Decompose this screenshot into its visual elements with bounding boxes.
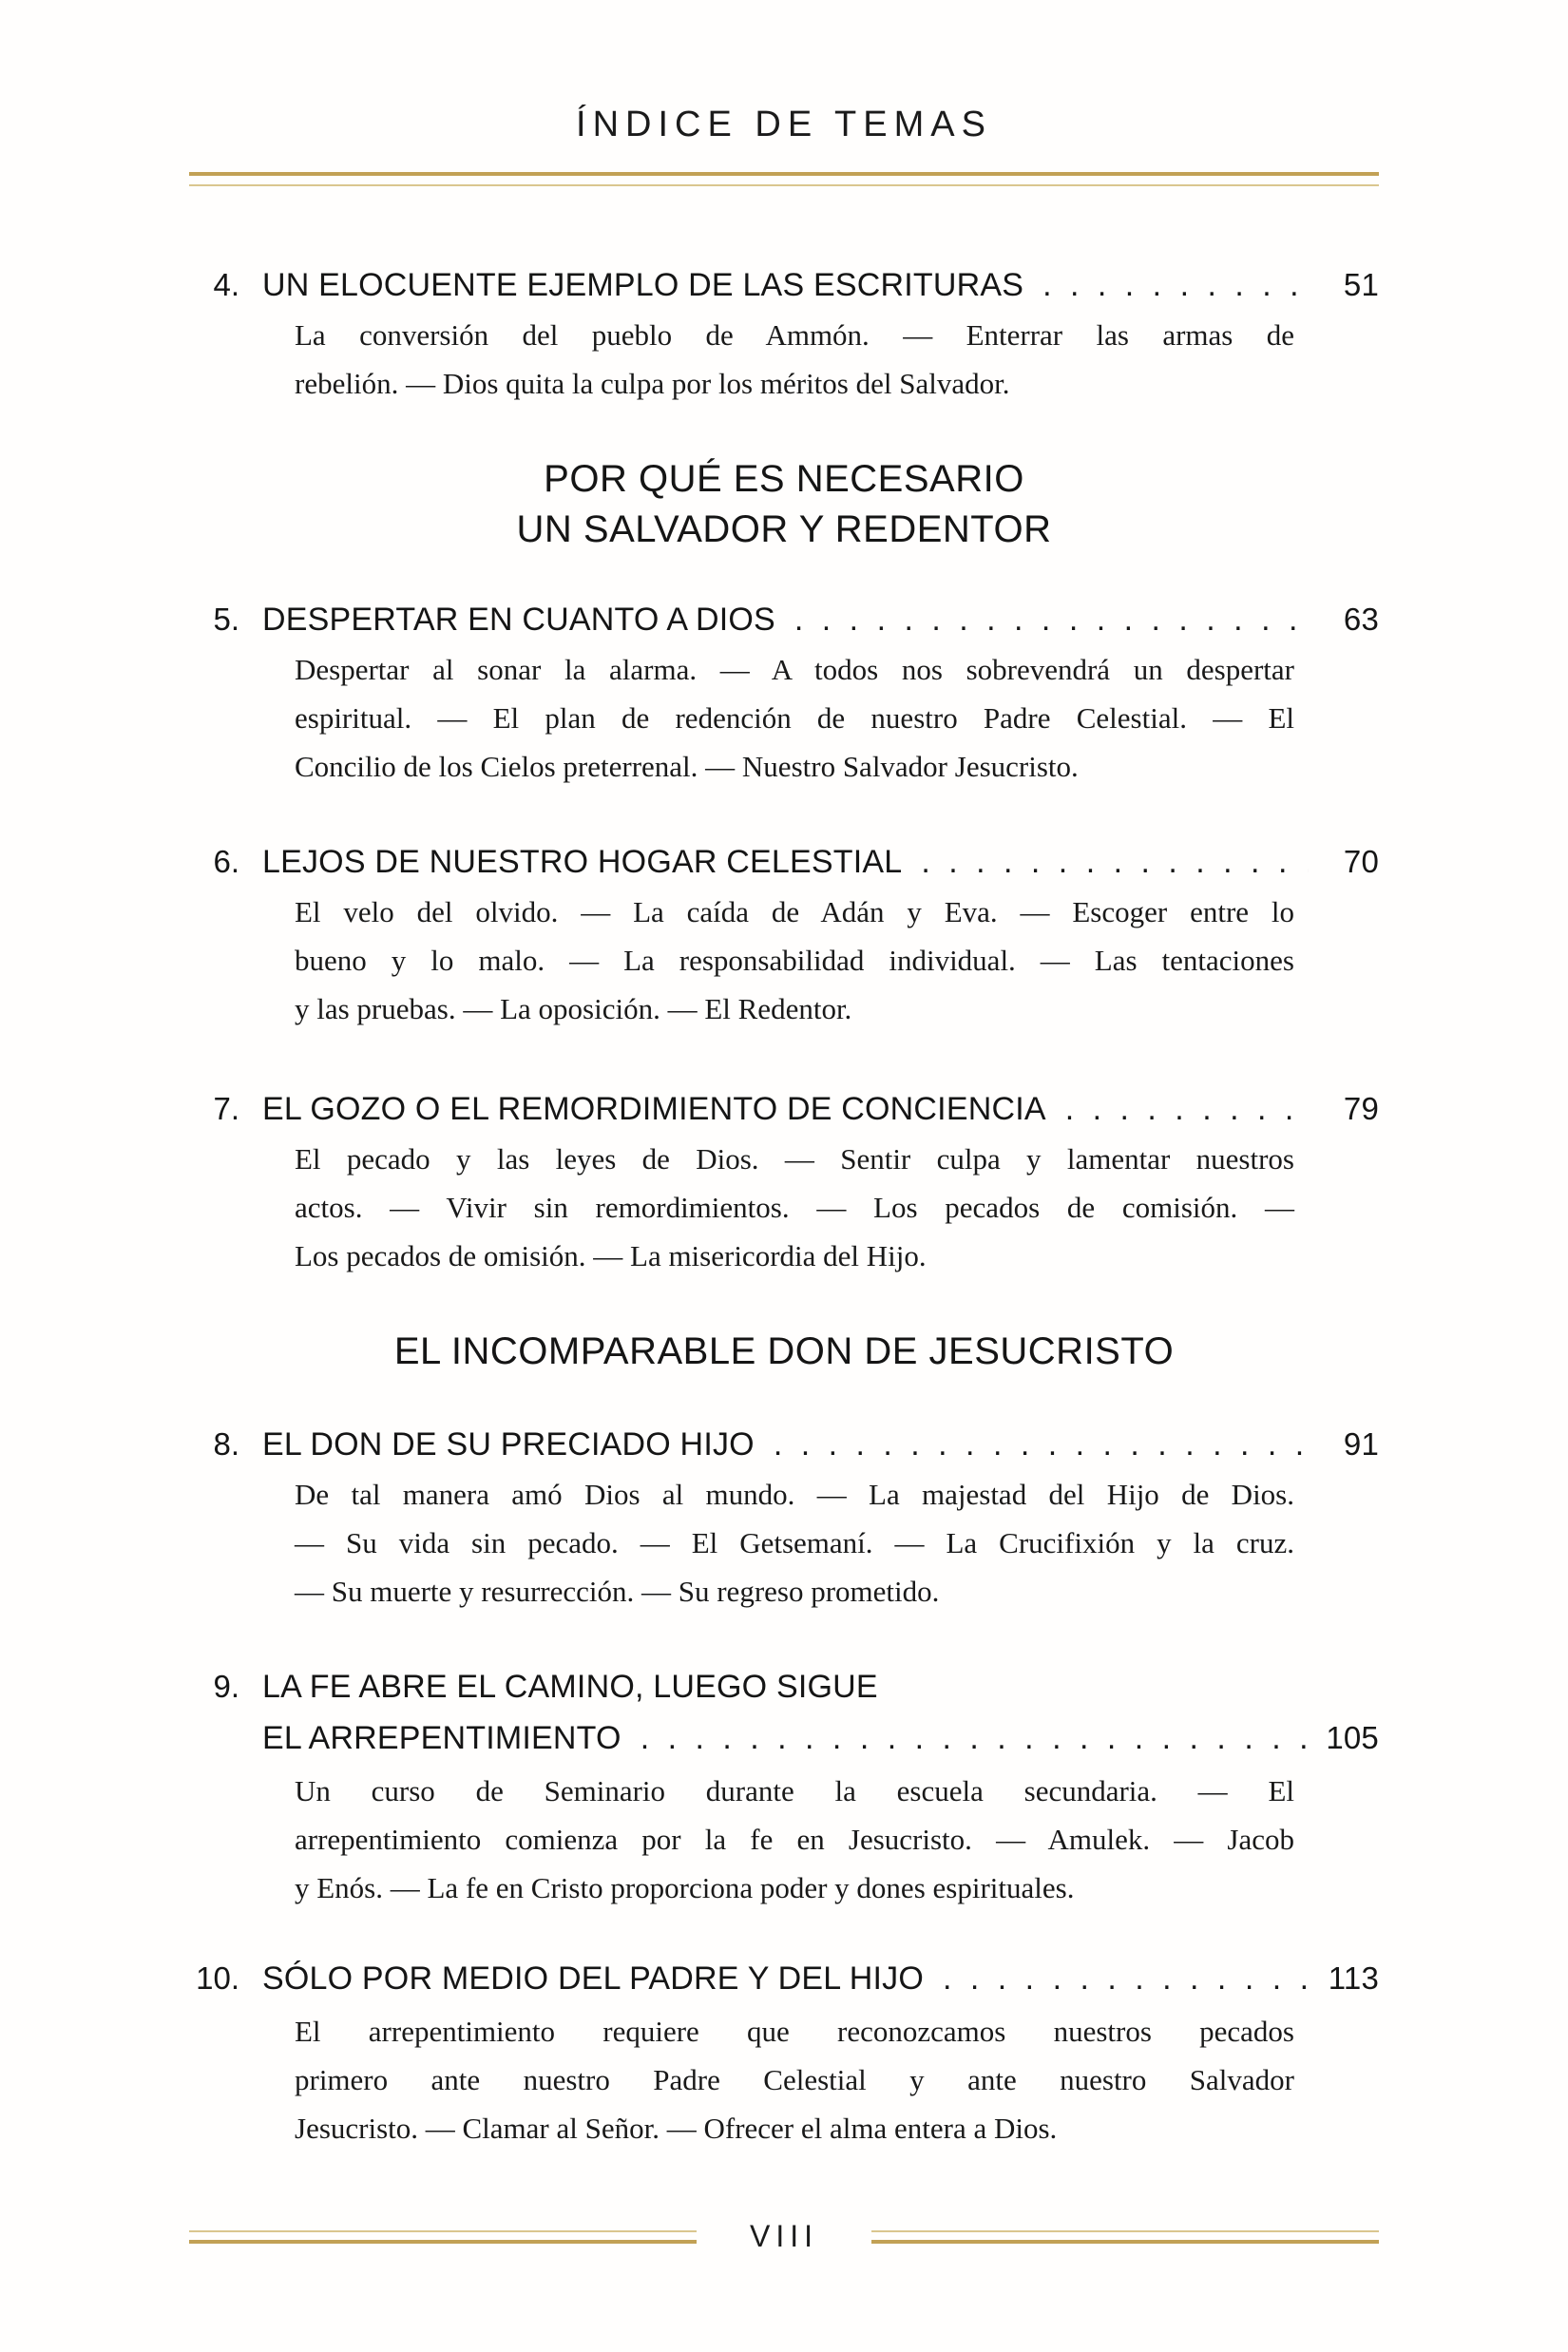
section-heading-line: UN SALVADOR Y REDENTOR: [516, 508, 1052, 550]
entry-description-line: arrepentimiento comienza por la fe en Jesucristo. — Amulek. — Jacob: [295, 1823, 1294, 1856]
section-heading-line: POR QUÉ ES NECESARIO: [544, 458, 1024, 500]
entry-title-col: [262, 264, 1379, 306]
entry-title-line: [262, 1958, 1379, 1999]
entry-description-line: Concilio de los Cielos preterrenal. — Nuestro Salvador Jesucristo.: [295, 750, 1079, 783]
entry-page-number: 79: [1343, 1091, 1379, 1126]
entry-description-line: De tal manera amó Dios al mundo. — La majestad del Hijo de Dios.: [295, 1478, 1294, 1511]
entry-description-line: Un curso de Seminario durante la escuela secundaria. — El: [295, 1774, 1294, 1807]
entry-title: EL GOZO O EL REMORDIMIENTO DE CONCIENCIA: [262, 1091, 1046, 1127]
entry-description-line: Jesucristo. — Clamar al Señor. — Ofrecer el alma entera a Dios.: [295, 2112, 1058, 2145]
entry-title: EL DON DE SU PRECIADO HIJO: [262, 1426, 755, 1463]
entry-number: 6.: [213, 844, 239, 879]
entry-title-col: [262, 599, 1379, 641]
entry-description: [295, 1135, 1294, 1280]
entry-description: [295, 1767, 1294, 1912]
entry-title-col: [262, 1666, 1379, 1759]
dot-leader: [1065, 1088, 1309, 1130]
entry-page-number: 70: [1343, 844, 1379, 879]
entry-description-line: Despertar al sonar la alarma. — A todos nos sobrevendrá un despertar: [295, 653, 1294, 686]
entry-title: DESPERTAR EN CUANTO A DIOS: [262, 602, 775, 638]
entry-description-line: — Su muerte y resurrección. — Su regreso prometido.: [295, 1575, 940, 1608]
entry-number: 10.: [196, 1960, 239, 1996]
entry-description-line: primero ante nuestro Padre Celestial y ante nuestro Salvador: [295, 2063, 1294, 2096]
entry-title-row: [189, 264, 1379, 306]
entry-title-col: [262, 1958, 1379, 1999]
entry-title-line: [262, 1666, 1379, 1708]
section-heading: [189, 454, 1379, 555]
entry-number: 7.: [213, 1091, 239, 1126]
entry-title-line: [262, 264, 1379, 306]
entry-title-row: [189, 1958, 1379, 1999]
entry-number: 8.: [213, 1426, 239, 1462]
entry-title-row: [189, 1088, 1379, 1130]
entry-description-line: y Enós. — La fe en Cristo proporciona poder y dones espirituales.: [295, 1871, 1075, 1904]
entry-page-number: 113: [1328, 1960, 1379, 1996]
entry-description-line: El pecado y las leyes de Dios. — Sentir culpa y lamentar nuestros: [295, 1142, 1294, 1176]
entry-page-number: 63: [1343, 602, 1379, 637]
entry-title-row: [189, 1666, 1379, 1759]
dot-leader: [921, 841, 1309, 883]
entry-number: 4.: [213, 267, 239, 302]
entry-description: [295, 311, 1294, 408]
page-footer: [189, 2220, 1379, 2252]
footer-rule-light: [189, 2230, 697, 2232]
entry-title: UN ELOCUENTE EJEMPLO DE LAS ESCRITURAS: [262, 267, 1024, 303]
footer-rule-dark: [871, 2240, 1379, 2244]
toc-entry: [189, 841, 1379, 1033]
entry-number: 9.: [213, 1669, 239, 1704]
entry-title: LA FE ABRE EL CAMINO, LUEGO SIGUE: [262, 1669, 878, 1705]
entry-title-col: [262, 841, 1379, 883]
entry-title-col: [262, 1424, 1379, 1465]
entry-title-row: [189, 841, 1379, 883]
dot-leader: [943, 1958, 1309, 1999]
header-rule-dark: [189, 172, 1379, 176]
folio-number: VIII: [750, 2219, 819, 2253]
entry-title-line: [262, 1717, 1379, 1759]
entry-description-line: y las pruebas. — La oposición. — El Redentor.: [295, 992, 852, 1025]
footer-rule-dark: [189, 2240, 697, 2244]
entry-description-line: actos. — Vivir sin remordimientos. — Los pecados de comisión. —: [295, 1191, 1294, 1224]
footer-rule-left: [189, 2220, 697, 2244]
entry-title-row: [189, 1424, 1379, 1465]
footer-rule-right: [871, 2220, 1379, 2244]
entry-description: [295, 645, 1294, 791]
entry-title-line: [262, 599, 1379, 641]
header-rule-light: [189, 184, 1379, 186]
entry-description-line: rebelión. — Dios quita la culpa por los méritos del Salvador.: [295, 367, 1010, 400]
entry-title: SÓLO POR MEDIO DEL PADRE Y DEL HIJO: [262, 1960, 924, 1997]
entry-title: LEJOS DE NUESTRO HOGAR CELESTIAL: [262, 844, 903, 880]
section-heading: [189, 1327, 1379, 1377]
entry-description: [295, 888, 1294, 1033]
entry-title-line: [262, 841, 1379, 883]
entry-description-line: El arrepentimiento requiere que reconozcamos nuestros pecados: [295, 2015, 1294, 2048]
page-title: ÍNDICE DE TEMAS: [576, 105, 992, 144]
entry-description: [295, 1470, 1294, 1616]
entry-description-line: El velo del olvido. — La caída de Adán y Eva. — Escoger entre lo: [295, 895, 1294, 928]
entry-title-continued: EL ARREPENTIMIENTO: [262, 1720, 621, 1756]
toc-entry: [189, 264, 1379, 408]
entry-description-line: espiritual. — El plan de redención de nuestro Padre Celestial. — El: [295, 701, 1294, 735]
entry-page-number: 105: [1326, 1720, 1379, 1755]
dot-leader: [1042, 264, 1309, 306]
entry-page-number: 51: [1343, 267, 1379, 302]
entry-description-line: Los pecados de omisión. — La misericordia del Hijo.: [295, 1239, 927, 1272]
section-heading-line: EL INCOMPARABLE DON DE JESUCRISTO: [393, 1330, 1175, 1372]
toc-entry: [189, 1088, 1379, 1280]
dot-leader: [641, 1717, 1309, 1759]
entry-title-col: [262, 1088, 1379, 1130]
header-rule: [189, 172, 1379, 186]
entry-title-line: [262, 1424, 1379, 1465]
footer-rule-light: [871, 2230, 1379, 2232]
entry-title-line: [262, 1088, 1379, 1130]
toc-entry: [189, 1958, 1379, 2152]
entry-page-number: 91: [1343, 1426, 1379, 1462]
entry-title-row: [189, 599, 1379, 641]
toc-entry: [189, 1666, 1379, 1912]
toc-entry: [189, 1424, 1379, 1616]
dot-leader: [774, 1424, 1309, 1465]
toc-entry: [189, 599, 1379, 791]
entry-description-line: bueno y lo malo. — La responsabilidad individual. — Las tentaciones: [295, 944, 1294, 977]
entry-description-line: — Su vida sin pecado. — El Getsemaní. — La Crucifixión y la cruz.: [295, 1526, 1294, 1559]
entry-description: [295, 2007, 1294, 2152]
entry-description-line: La conversión del pueblo de Ammón. — Enterrar las armas de: [295, 318, 1294, 352]
dot-leader: [794, 599, 1309, 641]
entry-number: 5.: [213, 602, 239, 637]
